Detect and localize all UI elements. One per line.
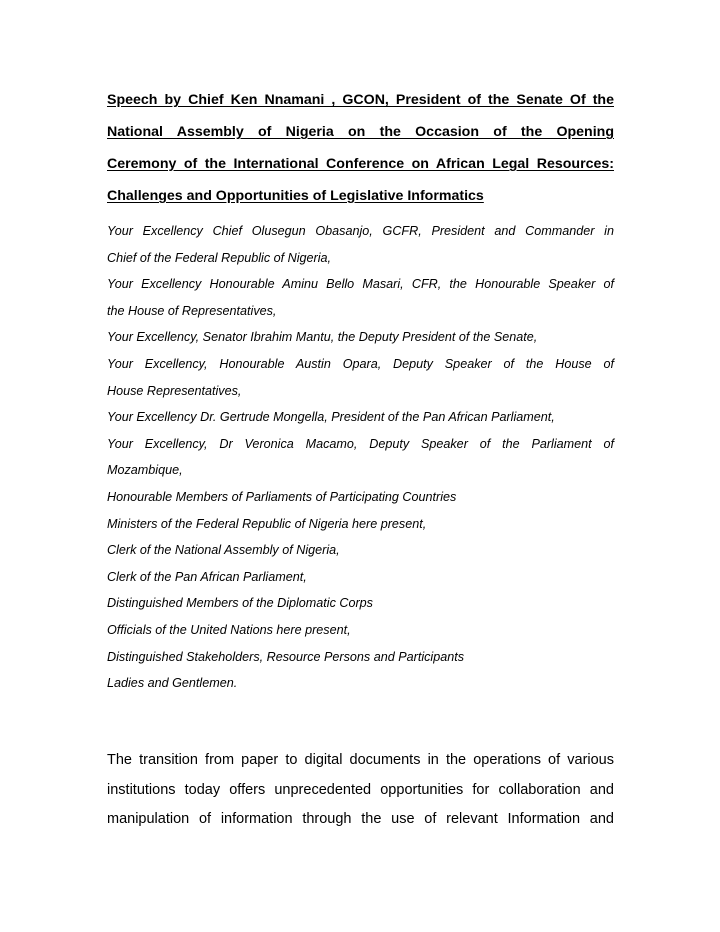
salutation-line: Your Excellency Honourable Aminu Bello Masari, CFR, the Honourable Speaker of — [107, 277, 614, 292]
title-line: Challenges and Opportunities of Legislative Informatics — [107, 188, 484, 204]
title-line: Ceremony of the International Conference on African Legal Resources: — [107, 156, 614, 172]
body-line: manipulation of information through the use of relevant Information and — [107, 811, 614, 827]
salutation-line: Distinguished Stakeholders, Resource Persons and Participants — [107, 649, 465, 664]
body-line: institutions today offers unprecedented opportunities for collaboration and — [107, 781, 614, 798]
salutation-line: Mozambique, — [107, 463, 183, 478]
salutation-line: Your Excellency Dr. Gertrude Mongella, President of the Pan African Parliament, — [107, 410, 555, 425]
salutation-line: House Representatives, — [107, 383, 242, 398]
salutation-line: Your Excellency, Honourable Austin Opara, Deputy Speaker of the House of — [107, 356, 614, 371]
salutation-line: Ladies and Gentlemen. — [107, 676, 238, 691]
salutation-line: Your Excellency, Senator Ibrahim Mantu, the Deputy President of the Senate, — [107, 330, 538, 345]
salutations-list — [107, 218, 614, 697]
salutation-line: the House of Representatives, — [107, 303, 277, 318]
salutation-line: Distinguished Members of the Diplomatic Corps — [107, 596, 373, 611]
salutation-line: Honourable Members of Parliaments of Participating Countries — [107, 489, 457, 504]
salutation-line: Your Excellency, Dr Veronica Macamo, Deputy Speaker of the Parliament of — [107, 436, 614, 451]
title-line: National Assembly of Nigeria on the Occasion of the Opening — [107, 124, 614, 140]
salutation-line: Clerk of the National Assembly of Nigeria, — [107, 543, 340, 558]
body-line: The transition from paper to digital documents in the operations of various — [107, 752, 614, 768]
salutation-line: Chief of the Federal Republic of Nigeria, — [107, 250, 332, 265]
salutation-line: Clerk of the Pan African Parliament, — [107, 569, 307, 584]
salutation-line: Ministers of the Federal Republic of Nigeria here present, — [107, 516, 427, 531]
salutation-line: Your Excellency Chief Olusegun Obasanjo, GCFR, President and Commander in — [107, 224, 614, 238]
title-line: Speech by Chief Ken Nnamani , GCON, President of the Senate Of the — [107, 92, 614, 108]
salutation-line: Officials of the United Nations here present, — [107, 622, 351, 637]
speech-title — [107, 84, 614, 212]
body-paragraph — [107, 746, 614, 835]
